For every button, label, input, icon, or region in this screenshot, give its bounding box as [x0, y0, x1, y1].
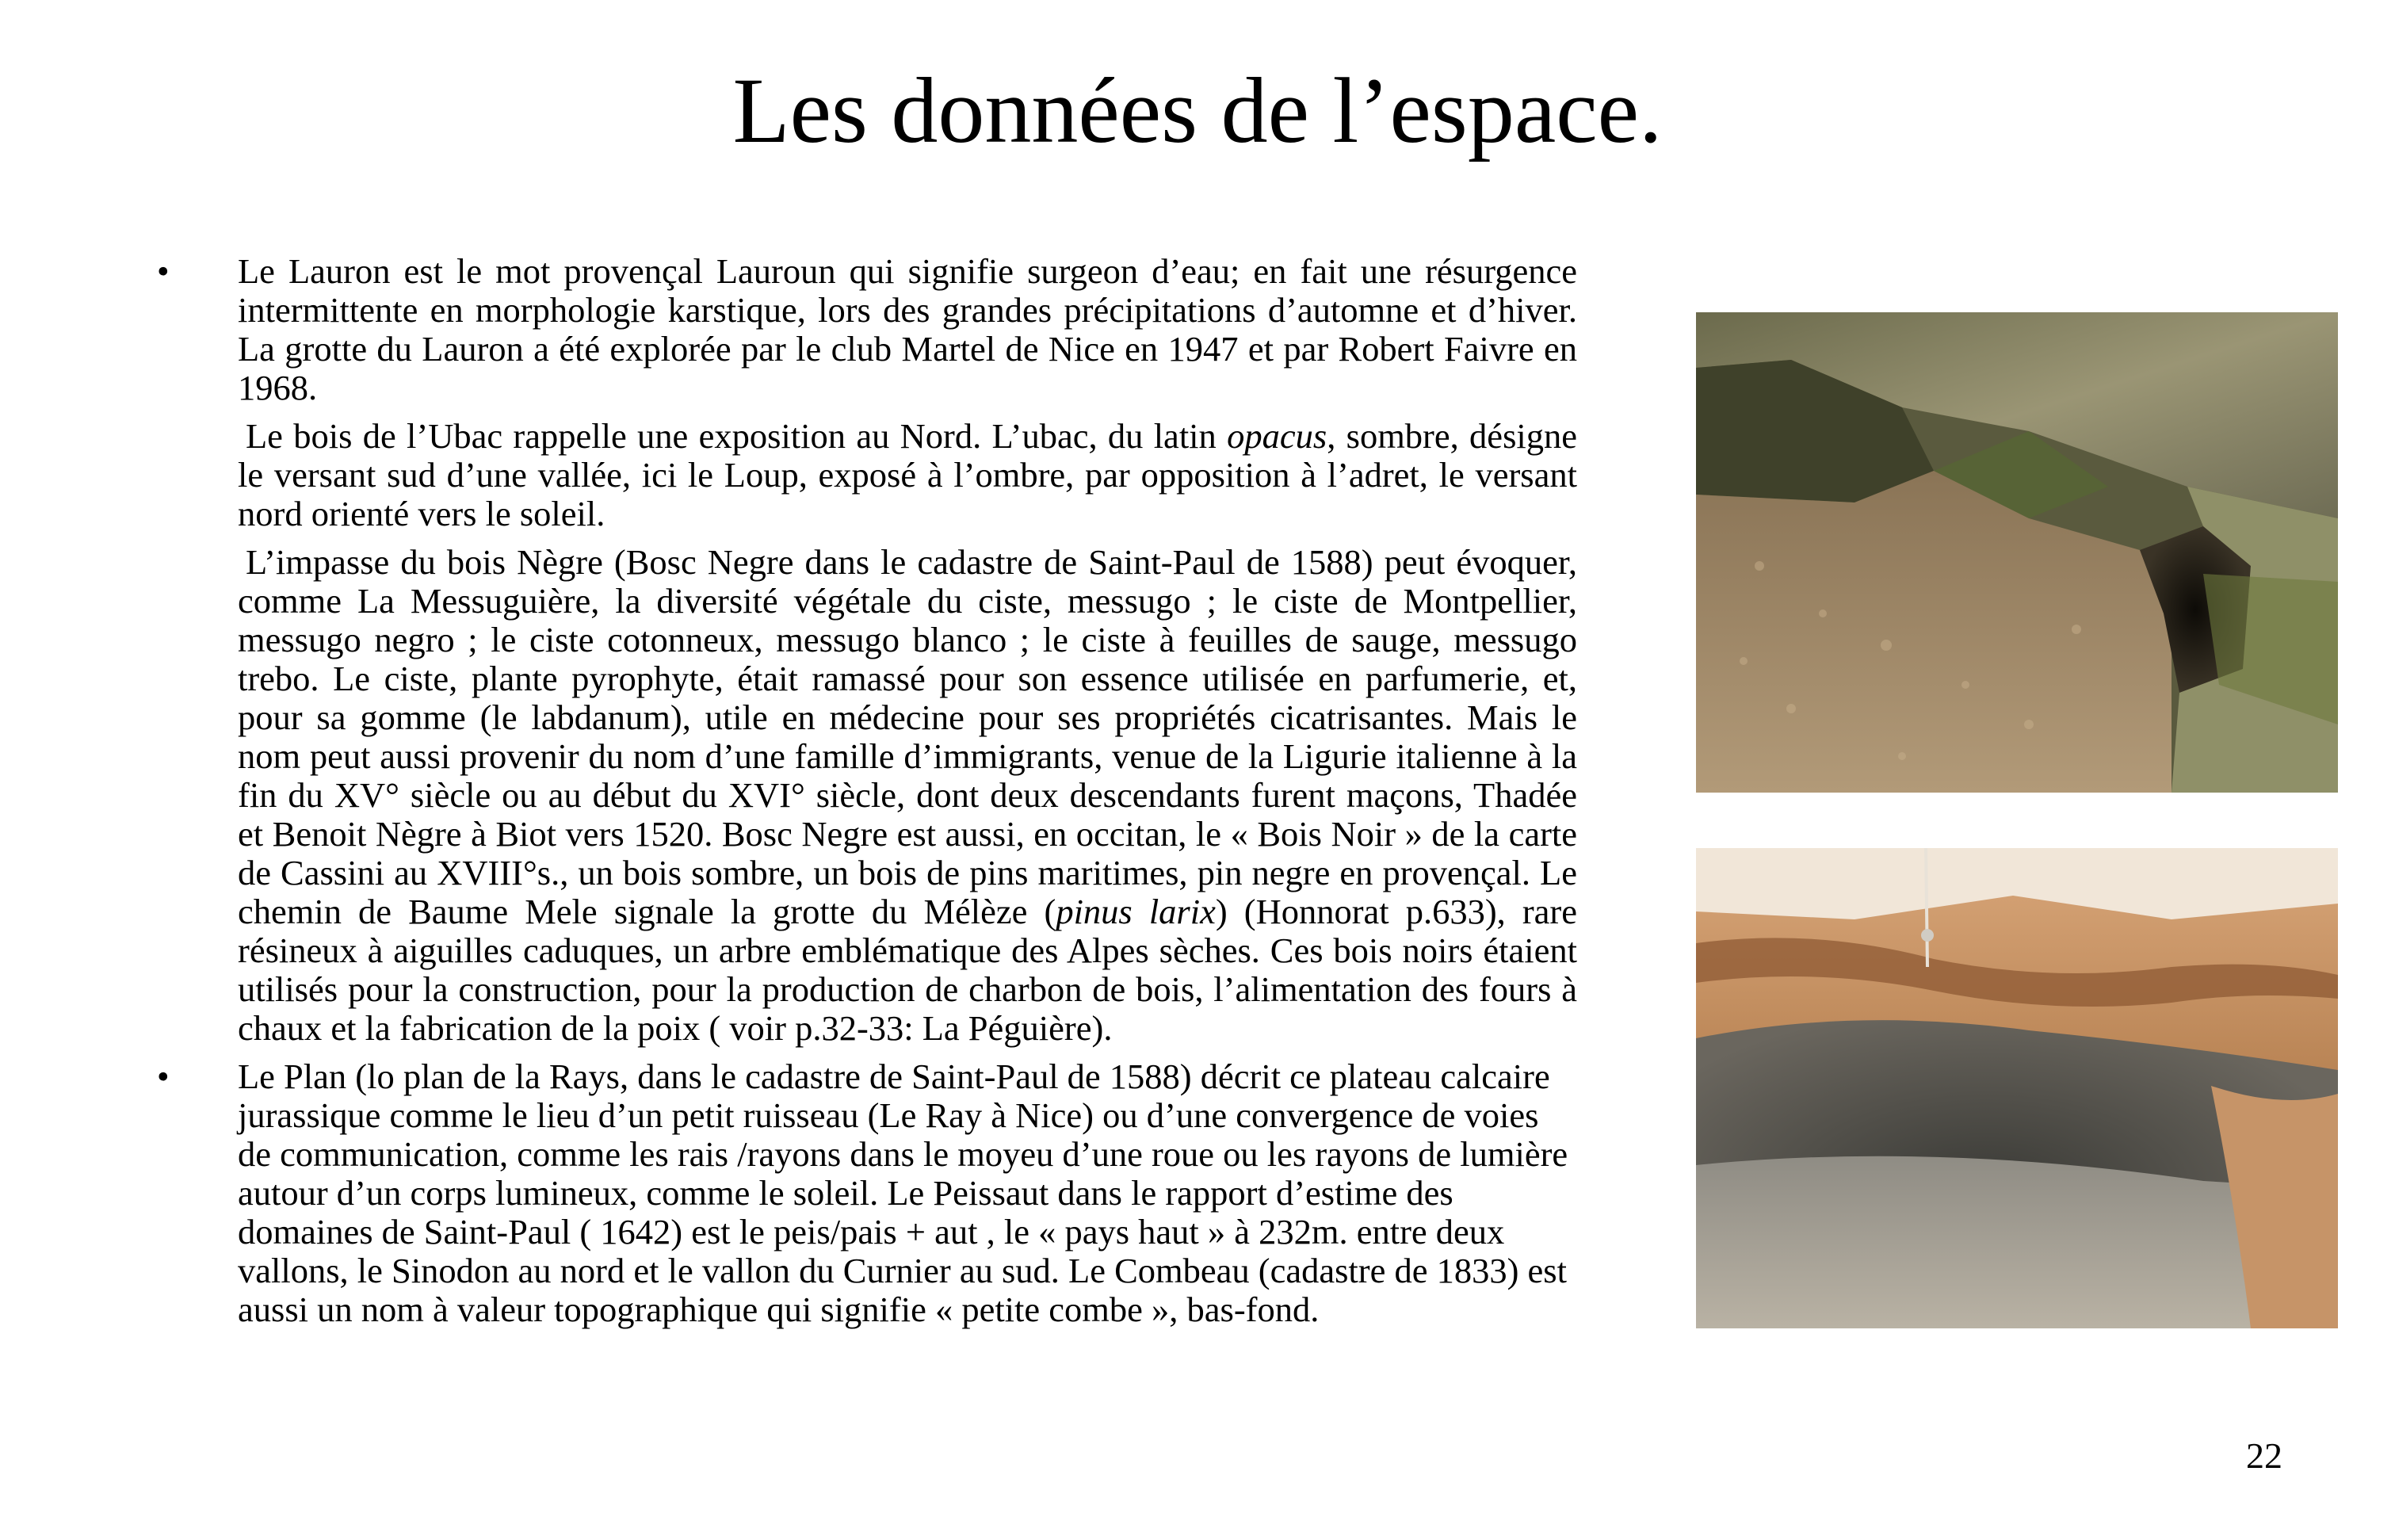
paragraph-text: Le Plan (lo plan de la Rays, dans le cadastre de Saint-Paul de 1588) décrit ce plateau calcaire jurassique comme le lieu d’un petit ruisseau (Le Ray à Nice) ou d’une convergence de voies de communication, comme les rais /rayons dans le moyeu d’une roue ou les rayons de lumière autour d’un corps lumineux, comme le soleil. Le Peissaut dans le rapport d’estime des domaines de Saint-Paul ( 1642) est le peis/pais + aut , le « pays haut » à 232m. entre deux vallons, le Sinodon au nord et le vallon du Curnier au sud. Le Combeau (cadastre de 1833) est aussi un nom à valeur topographique qui signifie « petite combe », bas-fond. — [238, 1057, 1568, 1329]
slide-title: Les données de l’espace. — [732, 59, 1663, 162]
paragraph-text: L’impasse du bois Nègre (Bosc Negre dans le cadastre de Saint-Paul de 1588) peut évoquer, comme La Messuguière, la diversité végétale du ciste, messugo ; le ciste de Montpellier, messugo negro ; le ciste cotonneux, messugo blanco ; le ciste à feuilles de sauge, messugo trebo. Le ciste, plante pyrophyte, était ramassé pour son essence utilisée en parfumerie, et, pour sa gomme (le labdanum), utile en médecine pour ses propriétés cicatrisantes. Mais le nom peut aussi provenir du nom d’une famille d’immigrants, venue de la Ligurie italienne à la fin du XV° siècle ou au début du XVI° siècle, dont deux descendants furent maçons, Thadée et Benoit Nègre à Biot vers 1520. Bosc Negre est aussi, en occitan, le « Bois Noir » de la carte de Cassini au XVIII°s., un bois sombre, un bois de pins maritimes, pin negre en provençal. Le chemin de Baume Mele signale la grotte du Mélèze ( — [238, 542, 1577, 931]
paragraph-plan — [151, 1057, 1577, 1329]
latin-term: pinus larix — [1056, 892, 1216, 931]
cave-entrance-photo — [1696, 312, 2338, 793]
page-number: 22 — [2246, 1435, 2282, 1476]
cave-interior-photo — [1696, 848, 2338, 1328]
paragraph-lauron — [151, 252, 1577, 407]
paragraph-text: Le Lauron est le mot provençal Lauroun qui signifie surgeon d’eau; en fait une résurgence intermittente en morphologie karstique, lors des grandes précipitations d’automne et d’hiver. La grotte du Lauron a été explorée par le club Martel de Nice en 1947 et par Robert Faivre en 1968. — [238, 251, 1577, 407]
paragraph-bois-negre — [151, 543, 1577, 1048]
paragraph-text: , sombre, désigne le versant sud d’une vallée, ici le Loup, exposé à l’ombre, par opposition à l’adret, le versant nord orienté vers le soleil. — [238, 416, 1577, 533]
body-text — [151, 252, 1577, 1329]
paragraph-text: ) (Honnorat p.633), rare résineux à aiguilles caduques, un arbre emblématique des Alpes sèches. Ces bois noirs étaient utilisés pour la construction, pour la production de charbon de bois, l’alimentation des fours à chaux et la fabrication de la poix ( voir p.32-33: La Péguière). — [238, 892, 1577, 1048]
paragraph-text: Le bois de l’Ubac rappelle une exposition au Nord. L’ubac, du latin — [246, 416, 1228, 456]
paragraph-ubac — [151, 417, 1577, 533]
latin-term: opacus — [1227, 416, 1327, 456]
